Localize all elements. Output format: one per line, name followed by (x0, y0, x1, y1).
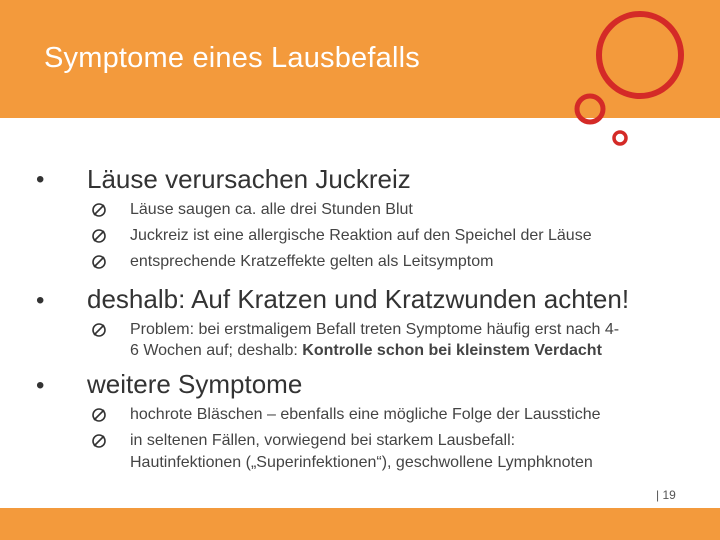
crossed-circle-bullet-icon (91, 228, 107, 244)
section-3-item-1: hochrote Bläschen – ebenfalls eine mögliche Folge der Lausstiche (130, 406, 601, 423)
section-2-item-1-text: 6 Wochen auf; deshalb: (130, 342, 303, 359)
section-2-item-1-emphasis: Kontrolle schon bei kleinstem Verdacht (302, 342, 602, 359)
crossed-circle-bullet-icon (91, 433, 107, 449)
section-3-item-2-line-1: in seltenen Fällen, vorwiegend bei starkem Lausbefall: (130, 432, 516, 449)
crossed-circle-bullet-icon (91, 407, 107, 423)
section-1-item-3: entsprechende Kratzeffekte gelten als Leitsymptom (130, 253, 494, 270)
bullet-3: • (36, 372, 45, 399)
footer-band (0, 508, 720, 540)
section-3-item-2-line-2: Hautinfektionen („Superinfektionen“), geschwollene Lymphknoten (130, 454, 593, 471)
page-number: | 19 (656, 488, 676, 502)
bullet-2: • (36, 287, 45, 314)
decorative-circles (0, 0, 720, 160)
section-1-item-2: Juckreiz ist eine allergische Reaktion auf den Speichel der Läuse (130, 227, 592, 244)
crossed-circle-bullet-icon (91, 202, 107, 218)
small-red-circle-icon (614, 132, 626, 144)
section-2-heading: deshalb: Auf Kratzen und Kratzwunden achten! (87, 284, 630, 314)
section-1-heading: Läuse verursachen Juckreiz (87, 164, 411, 194)
bullet-1: • (36, 166, 45, 193)
crossed-circle-bullet-icon (91, 322, 107, 338)
crossed-circle-bullet-icon (91, 254, 107, 270)
section-2-item-1-line-2 (130, 340, 602, 361)
section-3-heading: weitere Symptome (87, 369, 303, 399)
section-2-item-1-line-1: Problem: bei erstmaligem Befall treten Symptome häufig erst nach 4- (130, 321, 620, 338)
large-red-circle-icon (599, 14, 681, 96)
medium-red-circle-icon (577, 96, 603, 122)
slide-title: Symptome eines Lausbefalls (44, 42, 420, 74)
section-1-item-1: Läuse saugen ca. alle drei Stunden Blut (130, 201, 413, 218)
